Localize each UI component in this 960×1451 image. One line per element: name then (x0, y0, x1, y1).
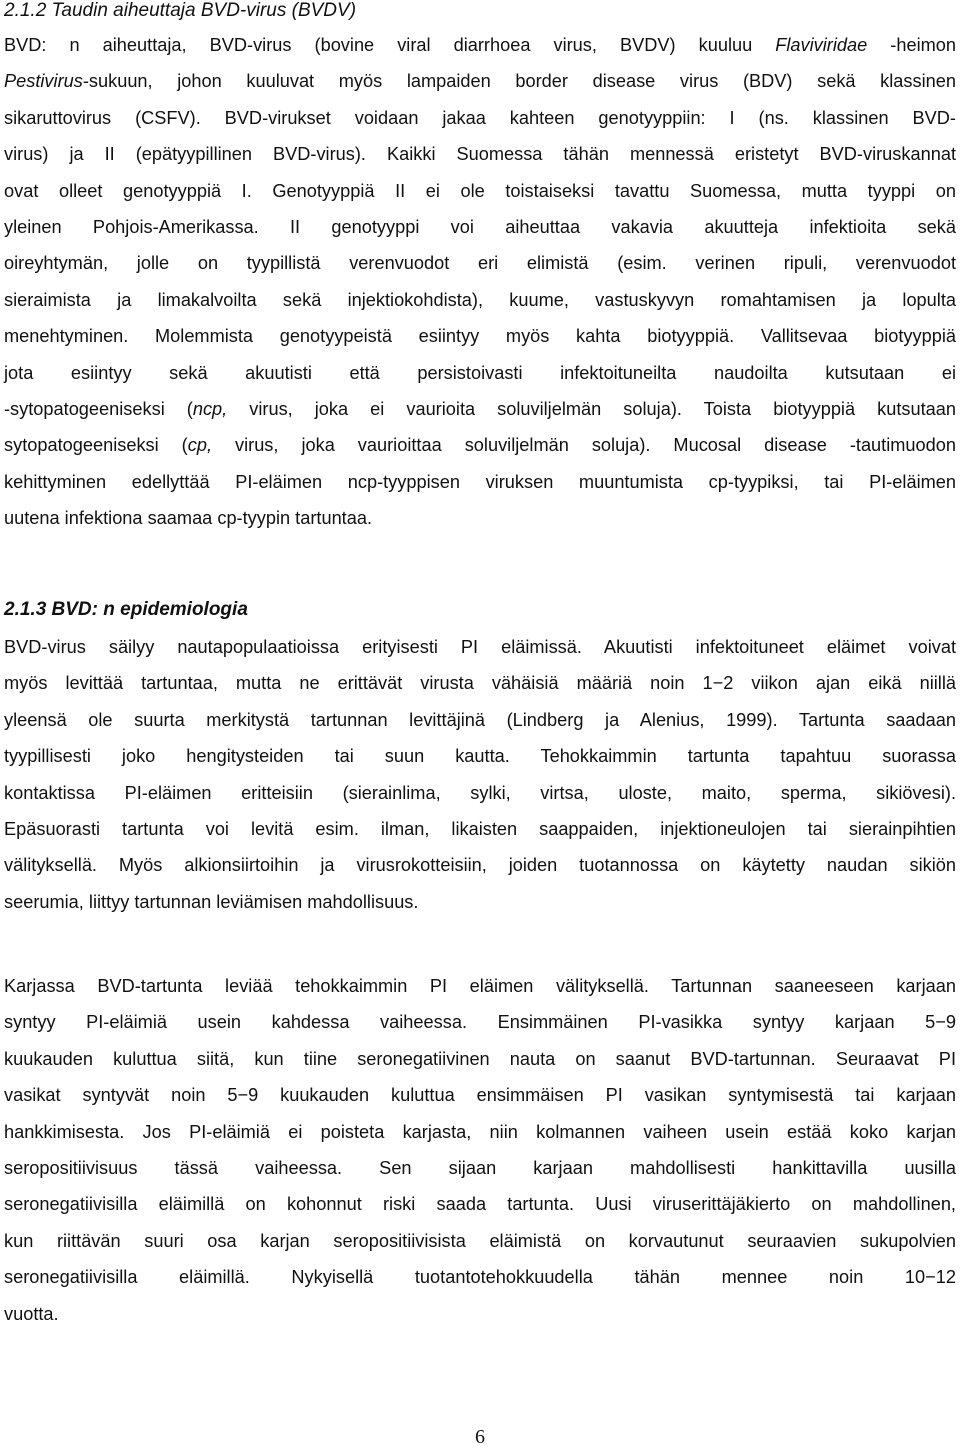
text-line: seerumia, liittyy tartunnan leviämisen mahdollisuus. (4, 891, 419, 912)
page-number: 6 (475, 1426, 485, 1448)
text-line: seropositiivisuus tässä vaiheessa. Sen sijaan karjaan mahdollisesti hankittavilla uusilla (4, 1158, 956, 1179)
text-line: yleensä ole suurta merkitystä tartunnan levittäjinä (Lindberg ja Alenius, 1999). Tartunta saadaan (4, 709, 956, 730)
text-line: sieraimista ja limakalvoilta sekä injektiokohdista), kuume, vastuskyvyn romahtamisen ja lopulta (4, 289, 956, 310)
section-heading-taudin-aiheuttaja: 2.1.2 Taudin aiheuttaja BVD-virus (BVDV) (4, 0, 357, 21)
text-line: kontaktissa PI-eläimen eritteisiin (sierainlima, sylki, virtsa, uloste, maito, sperma, sikiövesi). (4, 782, 956, 803)
text-line: myös levittää tartuntaa, mutta ne erittävät virusta vähäisiä määriä noin 1−2 viikon ajan eikä niillä (4, 673, 956, 694)
text-line: virus) ja II (epätyypillinen BVD-virus). Kaikki Suomessa tähän mennessä eristetyt BVD-viruskannat (4, 144, 956, 165)
text-line: sikaruttovirus (CSFV). BVD-virukset voidaan jakaa kahteen genotyyppiin: I (ns. klassinen BVD- (4, 107, 956, 128)
text-line: seronegatiivisilla eläimillä on kohonnut riski saada tartunta. Uusi viruserittäjäkierto on mahdollinen, (4, 1194, 956, 1215)
text-line: -sytopatogeeniseksi (ncp, virus, joka ei vaurioita soluviljelmän soluja). Toista biotyyppiä kutsutaan (4, 399, 956, 420)
text-line: oireyhtymän, jolle on tyypillistä verenvuodot eri elimistä (esim. verinen ripuli, verenvuodot (4, 253, 956, 274)
text-line: välityksellä. Myös alkionsiirtoihin ja virusrokotteisiin, joiden tuotannossa on käytetty naudan sikiön (4, 855, 956, 876)
text-line: Epäsuorasti tartunta voi levitä esim. ilman, likaisten saappaiden, injektioneulojen tai sierainpihtien (4, 819, 956, 840)
section-heading-epidemiologia: 2.1.3 BVD: n epidemiologia (4, 599, 248, 620)
text-line: tyypillisesti joko hengitysteiden tai suun kautta. Tehokkaimmin tartunta tapahtuu suorassa (4, 746, 956, 767)
text-line: menehtyminen. Molemmista genotyypeistä esiintyy myös kahta biotyyppiä. Vallitsevaa biotyyppiä (4, 326, 956, 347)
text-line: seronegatiivisilla eläimillä. Nykyisellä tuotantotehokkuudella tähän mennee noin 10−12 (4, 1267, 956, 1288)
text-line: vasikat syntyvät noin 5−9 kuukauden kuluttua ensimmäisen PI vasikan syntymisestä tai karjaan (4, 1085, 956, 1106)
text-line: hankkimisesta. Jos PI-eläimiä ei poisteta karjasta, niin kolmannen vaiheen usein estää koko karjan (4, 1121, 956, 1142)
text-line: Karjassa BVD-tartunta leviää tehokkaimmin PI eläimen välityksellä. Tartunnan saaneeseen karjaan (4, 976, 956, 996)
paragraph-epidemiologia (4, 629, 956, 920)
text-line: kun riittävän suuri osa karjan seropositiivisista eläimistä on korvautunut seuraavien sukupolvien (4, 1230, 956, 1251)
text-line: BVD-virus säilyy nautapopulaatioissa erityisesti PI eläimissä. Akuutisti infektoituneet eläimet voivat (4, 637, 956, 657)
paragraph-karjassa (4, 968, 956, 1332)
text-line: yleinen Pohjois-Amerikassa. II genotyyppi voi aiheuttaa vakavia akuutteja infektioita sekä (4, 217, 956, 238)
text-line: syntyy PI-eläimiä usein kahdessa vaiheessa. Ensimmäinen PI-vasikka syntyy karjaan 5−9 (4, 1012, 956, 1033)
paragraph-bvd-virus (4, 27, 956, 537)
text-line: kuukauden kuluttua siitä, kun tiine seronegatiivinen nauta on saanut BVD-tartunnan. Seuraavat PI (4, 1048, 956, 1069)
text-line: Pestivirus-sukuun, johon kuuluvat myös lampaiden border disease virus (BDV) sekä klassinen (4, 71, 956, 92)
text-line: kehittyminen edellyttää PI-eläimen ncp-tyyppisen viruksen muuntumista cp-tyypiksi, tai PI-eläimen (4, 471, 956, 492)
text-line: ovat olleet genotyyppiä I. Genotyyppiä II ei ole toistaiseksi tavattu Suomessa, mutta tyyppi on (4, 180, 956, 201)
text-line: uutena infektiona saamaa cp-tyypin tartuntaa. (4, 508, 373, 529)
text-line: jota esiintyy sekä akuutisti että persistoivasti infektoituneilta naudoilta kutsutaan ei (4, 362, 956, 383)
text-line: sytopatogeeniseksi (cp, virus, joka vaurioittaa soluviljelmän soluja). Mucosal disease -tautimuodon (4, 435, 956, 456)
text-line: vuotta. (4, 1303, 59, 1324)
text-line: BVD: n aiheuttaja, BVD-virus (bovine viral diarrhoea virus, BVDV) kuuluu Flaviviridae -heimon (4, 35, 957, 55)
